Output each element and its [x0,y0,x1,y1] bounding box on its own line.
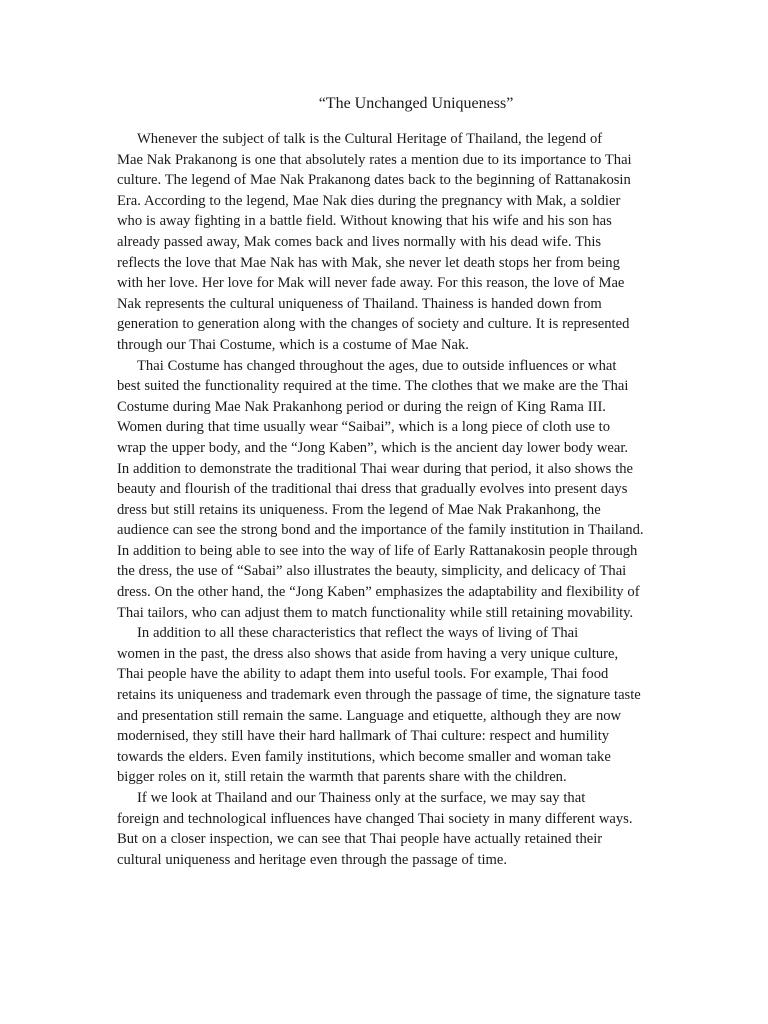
text-line: But on a closer inspection, we can see that Thai people have actually retained their [117,831,603,848]
paragraph-4 [117,788,707,870]
text-line: Era. According to the legend, Mae Nak dies during the pregnancy with Mak, a soldier [117,192,621,209]
text-line: women in the past, the dress also shows that aside from having a very unique culture, [117,645,619,662]
paragraph-3 [117,623,707,788]
text-line: who is away fighting in a battle field. Without knowing that his wife and his son has [117,213,612,230]
text-line: dress but still retains its uniqueness. From the legend of Mae Nak Prakanhong, the [117,501,601,518]
text-line: Costume during Mae Nak Prakanhong period or during the reign of King Rama III. [117,398,606,415]
document-page [117,93,707,870]
text-line: the dress, the use of “Sabai” also illustrates the beauty, simplicity, and delicacy of Thai [117,563,627,580]
text-line: If we look at Thailand and our Thainess only at the surface, we may say that [137,790,586,806]
document-body [117,129,707,870]
text-line: reflects the love that Mae Nak has with Mak, she never let death stops her from being [117,254,620,271]
text-line: In addition to all these characteristics that reflect the ways of living of Thai [137,625,579,642]
text-line: already passed away, Mak comes back and lives normally with his dead wife. This [117,233,602,250]
text-line: foreign and technological influences have changed Thai society in many different ways. [117,810,633,827]
text-line: Thai tailors, who can adjust them to match functionality while still retaining movability. [117,604,634,621]
text-line: with her love. Her love for Mak will never fade away. For this reason, the love of Mae [117,275,625,292]
text-line: Thai people have the ability to adapt them into useful tools. For example, Thai food [117,666,609,683]
paragraph-1 [117,129,707,356]
text-line: modernised, they still have their hard hallmark of Thai culture: respect and humility [117,728,610,745]
text-line: audience can see the strong bond and the importance of the family institution in Thailand. [117,522,644,539]
text-line: retains its uniqueness and trademark even through the passage of time, the signature taste [117,687,641,704]
text-line: beauty and flourish of the traditional thai dress that gradually evolves into present days [117,481,628,498]
text-line: Women during that time usually wear “Saibai”, which is a long piece of cloth use to [117,419,611,436]
text-line: cultural uniqueness and heritage even through the passage of time. [117,851,508,868]
text-line: culture. The legend of Mae Nak Prakanong dates back to the beginning of Rattanakosin [117,172,631,189]
text-line: dress. On the other hand, the “Jong Kaben” emphasizes the adaptability and flexibility of [117,584,640,601]
text-line: Whenever the subject of talk is the Cultural Heritage of Thailand, the legend of [137,131,603,147]
text-line: towards the elders. Even family institutions, which become smaller and woman take [117,748,611,765]
text-line: Mae Nak Prakanong is one that absolutely rates a mention due to its importance to Thai [117,151,632,168]
text-line: generation to generation along with the changes of society and culture. It is represented [117,316,630,333]
text-line: and presentation still remain the same. Language and etiquette, although they are now [117,707,622,724]
paragraph-2 [117,356,707,624]
text-line: bigger roles on it, still retain the warmth that parents share with the children. [117,769,567,786]
text-line: through our Thai Costume, which is a costume of Mae Nak. [117,336,469,353]
text-line: wrap the upper body, and the “Jong Kaben”, which is the ancient day lower body wear. [117,439,629,456]
text-line: In addition to demonstrate the traditional Thai wear during that period, it also shows the [117,460,634,477]
text-line: Nak represents the cultural uniqueness of Thailand. Thainess is handed down from [117,295,602,312]
text-line: Thai Costume has changed throughout the ages, due to outside influences or what [137,357,617,374]
text-line: In addition to being able to see into the way of life of Early Rattanakosin people through [117,542,638,559]
document-title: “The Unchanged Uniqueness” [318,95,514,112]
text-line: best suited the functionality required at the time. The clothes that we make are the Thai [117,378,629,395]
